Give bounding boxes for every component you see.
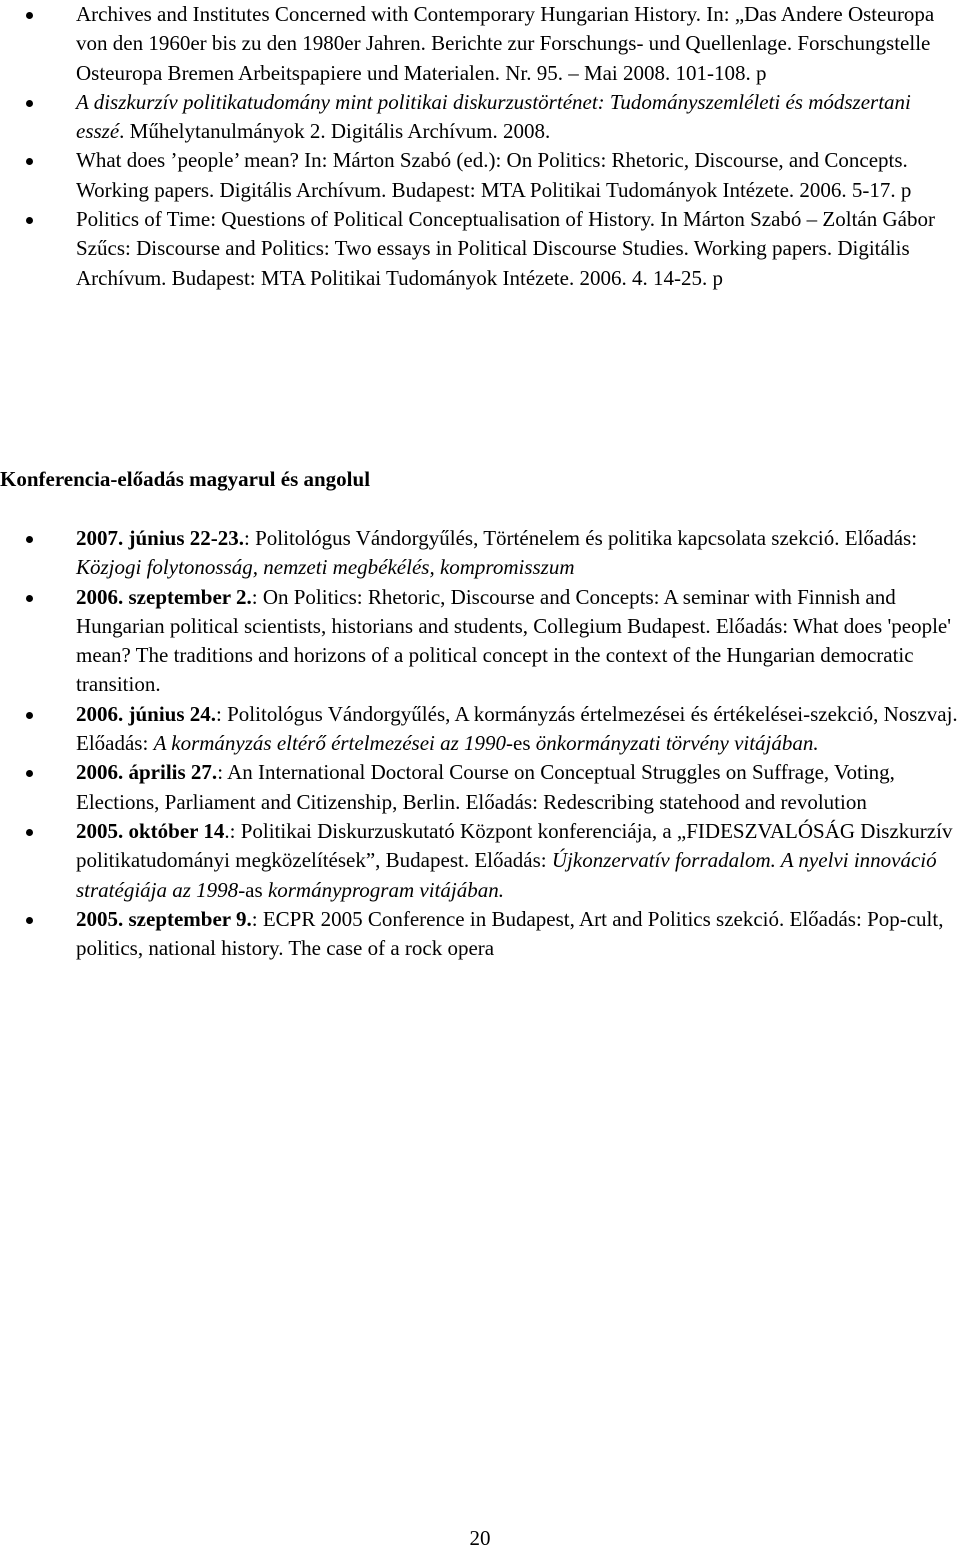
publication-item [0,0,960,88]
entry-text: Politics of Time: Questions of Political Conceptualisation of History. In Márton Szabó – Zoltán Gábor Szűcs: Discourse and Politics: Two essays in Political Discourse Studies. Working papers. Digitális Archívum. Budapest: MTA Politikai Tudományok Intézete. 2006. 4. 14-25. p [76,207,935,290]
entry-text: 2007. június 22-23. [76,526,245,550]
conference-item [0,817,960,905]
entry-text: -es [506,731,536,756]
entry-text: What does ’people’ mean? In: Márton Szabó (ed.): On Politics: Rhetoric, Discourse, and Concepts. Working papers. Digitális Archívum. Budapest: MTA Politikai Tudományok Intézete. 2006. 5-17. p [76,148,912,202]
entry-text: 2006. szeptember 2. [76,584,252,609]
publication-item [0,205,960,293]
entry-text: 2005. október 14 [76,818,225,843]
entry-text: : Politológus Vándorgyűlés, A kormányzás értelmezései és értékelései-szekció, Noszvaj. Előadás: [76,701,958,756]
entry-text: Archives and Institutes Concerned with Contemporary Hungarian History. In: „Das Andere Osteuropa von den 1960er bis zu den 1980er Jahren. Berichte zur Forschungs- und Quellenlage. Forschungstelle Osteuropa Bremen Arbeitspapiere und Materialen. Nr. 95. – Mai 2008. 101-108. p [76,2,935,85]
entry-text: A kormányzás eltérő értelmezései az 1990 [153,731,507,756]
conference-item [0,524,960,583]
page-number: 20 [469,1526,491,1550]
entry-text: : Politológus Vándorgyűlés, Történelem és politika kapcsolata szekció. Előadás: [244,526,918,550]
entry-text: : On Politics: Rhetoric, Discourse and Concepts: A seminar with Finnish and Hungarian political scientists, historians and students, Collegium Budapest. Előadás: What does 'people' mean? The traditions and horizons of a political concept in the context of the Hungarian democratic transition. [76,584,952,697]
entry-text: Közjogi folytonosság, nemzeti megbékélés, kompromisszum [76,555,575,580]
entry-text: . Műhelytanulmányok 2. Digitális Archívum. 2008. [119,119,551,144]
publication-list [0,0,960,293]
conference-item [0,905,960,964]
conference-item [0,583,960,700]
entry-text: A diszkurzív politikatudomány mint politikai diskurzustörténet: Tudományszemléleti és módszertani esszé [76,89,911,144]
entry-text: : ECPR 2005 Conference in Budapest, Art and Politics szekció. Előadás: Pop-cult, politics, national history. The case of a rock opera [76,906,944,961]
entry-text: Újkonzervatív forradalom. A nyelvi innováció stratégiája az 1998 [76,848,937,902]
entry-text: kormányprogram vitájában. [267,877,504,902]
entry-text: 2006. június 24. [76,701,217,726]
conference-list [0,524,960,963]
conference-item [0,700,960,759]
entry-text: : An International Doctoral Course on Conceptual Struggles on Suffrage, Voting, Elections, Parliament and Citizenship, Berlin. Előadás: Redescribing statehood and revolution [76,760,895,814]
entry-text: -as [238,877,268,902]
publication-item [0,88,960,147]
section-title: Konferencia-előadás magyarul és angolul [0,467,371,491]
entry-text: 2006. április 27. [76,760,218,785]
entry-text: 2005. szeptember 9. [76,906,252,931]
publication-item [0,146,960,205]
entry-text: önkormányzati törvény vitájában. [535,731,819,756]
entry-text: .: Politikai Diskurzuskutató Központ konferenciája, a „FIDESZVALÓSÁG Diszkurzív politikatudományi megközelítések”, Budapest. Előadás: [76,818,953,873]
conference-item [0,758,960,817]
